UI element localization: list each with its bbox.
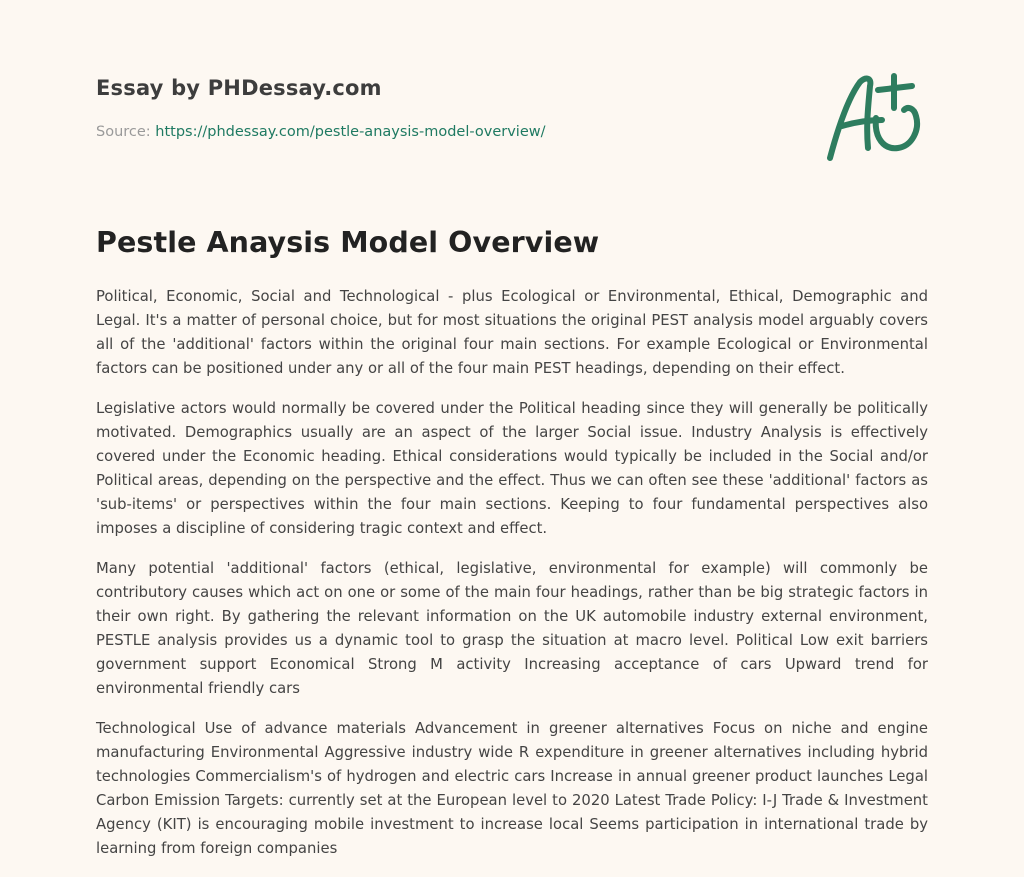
article-title: Pestle Anaysis Model Overview bbox=[96, 226, 600, 259]
site-brand: Essay by PHDessay.com bbox=[96, 76, 382, 100]
a-plus-grade-icon bbox=[820, 68, 930, 168]
paragraph: Legislative actors would normally be covered under the Political heading since they will generally be politically motivated. Demographics usually are an aspect of the larger Social issue. Industry Analysis is effectively covered under the Economic heading. Ethical considerations would typically be included in the Social and/or Political areas, depending on the perspective and the effect. Thus we can often see these 'additional' factors as 'sub-items' or perspectives within the four main sections. Keeping to four fundamental perspectives also imposes a discipline of considering tragic context and effect. bbox=[96, 400, 928, 537]
source-line bbox=[96, 124, 545, 140]
article-body bbox=[96, 285, 928, 877]
source-label: Source: bbox=[96, 124, 156, 140]
paragraph: Many potential 'additional' factors (ethical, legislative, environmental for example) will commonly be contributory causes which act on one or some of the main four headings, rather than be big strategic factors in their own right. By gathering the relevant information on the UK automobile industry external environment, PESTLE analysis provides us a dynamic tool to grasp the situation at macro level. Political Low exit barriers government support Economical Strong M activity Increasing acceptance of cars Upward trend for environmental friendly cars bbox=[96, 560, 928, 697]
paragraph: Technological Use of advance materials Advancement in greener alternatives Focus on niche and engine manufacturing Environmental Aggressive industry wide R expenditure in greener alternatives including hybrid technologies Commercialism's of hydrogen and electric cars Increase in annual greener product launches Legal Carbon Emission Targets: currently set at the European level to 2020 Latest Trade Policy: I-J Trade & Investment Agency (KIT) is encouraging mobile investment to increase local Seems participation in international trade by learning from foreign companies bbox=[96, 720, 928, 857]
paragraph: Political, Economic, Social and Technological - plus Ecological or Environmental, Ethical, Demographic and Legal. It's a matter of personal choice, but for most situations the original PEST analysis model arguably covers all of the 'additional' factors within the original four main sections. For example Ecological or Environmental factors can be positioned under any or all of the four main PEST headings, depending on their effect. bbox=[96, 288, 928, 377]
source-link[interactable]: https://phdessay.com/pestle-anaysis-model-overview/ bbox=[155, 124, 546, 140]
